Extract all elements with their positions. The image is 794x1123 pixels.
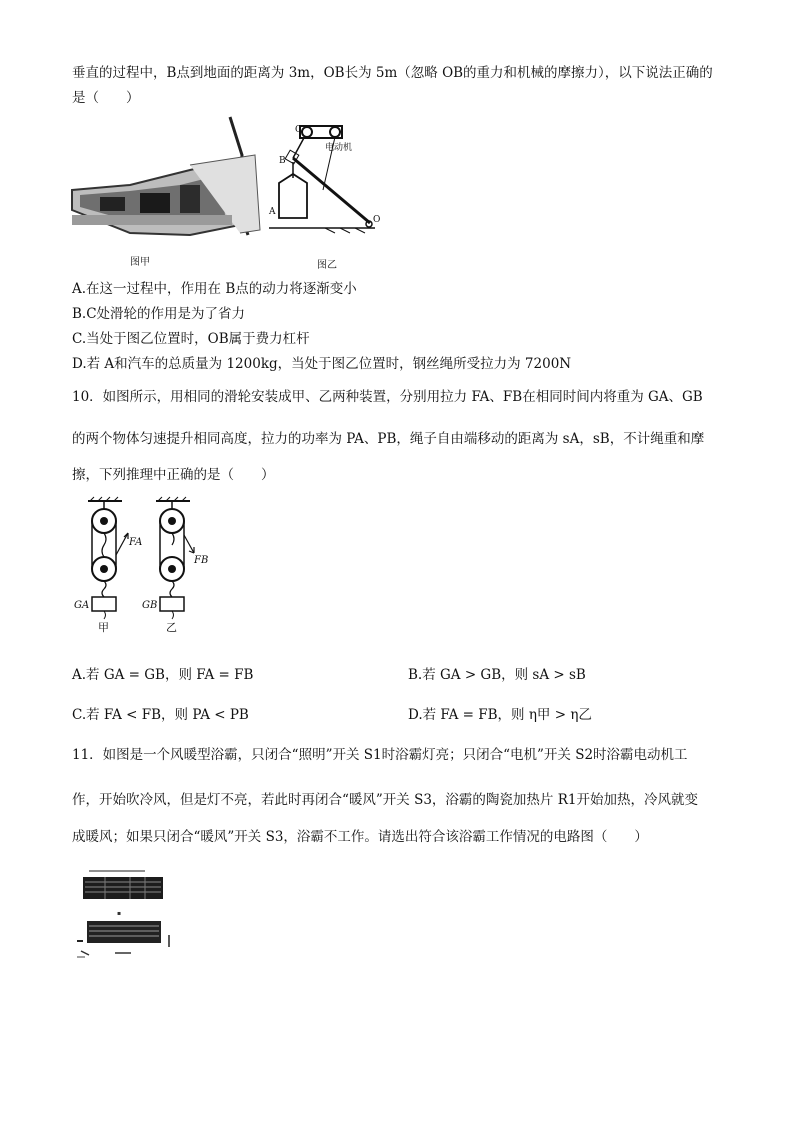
motor-label: 电动机 <box>325 143 353 153</box>
svg-text:A: A <box>269 207 276 217</box>
q10-line-1: 10．如图所示，用相同的滑轮安装成甲、乙两种装置，分别用拉力 FA、FB在相同时间内将重为 GA、GB <box>72 389 703 405</box>
svg-text:▪: ▪ <box>117 910 122 917</box>
q9-option-a: A.在这一过程中，作用在 B点的动力将逐渐变小 <box>72 281 357 297</box>
q9-option-b: B.C处滑轮的作用是为了省力 <box>72 306 246 322</box>
label-gb: GB <box>142 600 158 611</box>
q9-option-d: D.若 A和汽车的总质量为 1200kg，当处于图乙位置时，钢丝绳所受拉力为 7200N <box>72 356 572 372</box>
q9-figure-right-diagram <box>265 118 385 273</box>
q9-line-2: 是（ ） <box>72 90 140 106</box>
label-ga: GA <box>74 600 90 611</box>
label-jia: 甲 <box>98 621 109 634</box>
q9-figure-left-photo <box>70 115 265 275</box>
q10-option-a: A.若 GA = GB，则 FA = FB <box>72 667 254 683</box>
q10-line-2: 的两个物体匀速提升相同高度，拉力的功率为 PA、PB，绳子自由端移动的距离为 sA，sB，不计绳重和摩 <box>72 431 705 447</box>
q9-line-1: 垂直的过程中，B点到地面的距离为 3m，OB长为 5m（忽略 OB的重力和机械的摩擦力），以下说法正确的 <box>72 65 713 81</box>
label-fb: FB <box>194 555 209 566</box>
q10-pulley-figure <box>70 495 220 635</box>
q10-option-c: C.若 FA < FB，则 PA < PB <box>72 707 249 723</box>
svg-text:C: C <box>295 125 302 135</box>
q10-option-b: B.若 GA > GB，则 sA > sB <box>408 667 586 683</box>
q9-caption-left: 图甲 <box>130 257 150 268</box>
q11-line-1: 11．如图是一个风暖型浴霸，只闭合“照明”开关 S1时浴霸灯亮；只闭合“电机”开关 S2时浴霸电动机工 <box>72 747 688 763</box>
svg-text:B: B <box>279 156 286 166</box>
q11-line-3: 成暖风；如果只闭合“暖风”开关 S3，浴霸不工作。请选出符合该浴霸工作情况的电路图（ ） <box>72 829 648 845</box>
label-fa: FA <box>129 537 143 548</box>
svg-text:O: O <box>373 215 381 225</box>
q11-circuit-image <box>75 865 185 965</box>
q11-line-2: 作，开始吹冷风，但是灯不亮，若此时再闭合“暖风”开关 S3，浴霸的陶瓷加热片 R1开始加热，冷风就变 <box>72 792 698 808</box>
q9-option-c: C.当处于图乙位置时，OB属于费力杠杆 <box>72 331 310 347</box>
q10-line-3: 擦，下列推理中正确的是（ ） <box>72 467 275 483</box>
q9-caption-right: 图乙 <box>317 260 337 271</box>
q10-option-d: D.若 FA = FB，则 η甲 > η乙 <box>408 707 592 723</box>
label-yi: 乙 <box>166 621 177 634</box>
